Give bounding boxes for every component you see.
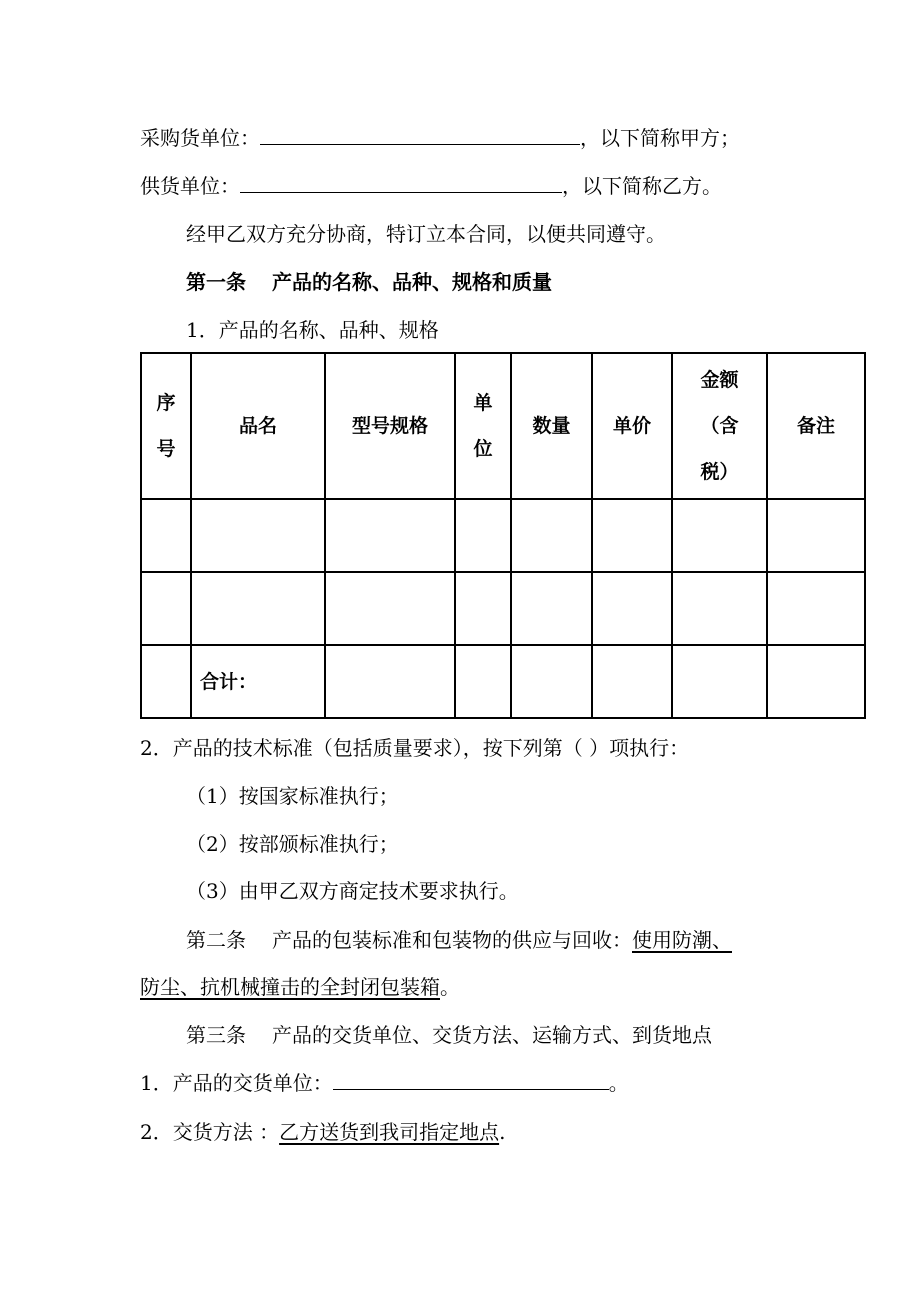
supplier-line xyxy=(140,172,722,200)
cell[interactable] xyxy=(325,645,455,718)
article1-item1: 1．产品的名称、品种、规格 xyxy=(186,318,439,342)
article3-title xyxy=(186,1021,712,1049)
article1-title xyxy=(186,268,552,296)
article3-item1 xyxy=(140,1069,629,1097)
article2-text: 产品的包装标准和包装物的供应与回收： xyxy=(272,928,632,952)
cell[interactable] xyxy=(672,645,767,718)
header-name: 品名 xyxy=(191,353,325,499)
article2-end: 。 xyxy=(440,975,460,999)
cell[interactable] xyxy=(592,572,672,645)
article1-item2: 2．产品的技术标准（包括质量要求），按下列第（ ）项执行： xyxy=(140,736,690,760)
option-1: （1）按国家标准执行； xyxy=(186,784,399,808)
article2-underlined-2: 防尘、抗机械撞击的全封闭包装箱 xyxy=(140,975,440,999)
table-header-row xyxy=(141,353,865,499)
article2-line2 xyxy=(140,973,460,1001)
article3-num: 第三条 xyxy=(186,1023,246,1047)
supplier-suffix: ，以下简称乙方。 xyxy=(562,174,722,198)
article3-item2-end: . xyxy=(499,1120,506,1144)
cell[interactable] xyxy=(141,499,191,572)
cell[interactable] xyxy=(672,572,767,645)
cell[interactable] xyxy=(511,499,592,572)
cell[interactable] xyxy=(511,645,592,718)
article3-item1-end: 。 xyxy=(608,1071,629,1095)
cell[interactable] xyxy=(455,572,511,645)
cell[interactable] xyxy=(325,572,455,645)
supplier-label: 供货单位： xyxy=(140,174,240,198)
cell[interactable] xyxy=(767,499,865,572)
product-table xyxy=(140,352,866,719)
table-row xyxy=(141,572,865,645)
header-seq: 序号 xyxy=(141,353,191,499)
header-model: 型号规格 xyxy=(325,353,455,499)
header-amount: 金额 （含 税） xyxy=(672,353,767,499)
article3-title-text: 产品的交货单位、交货方法、运输方式、到货地点 xyxy=(272,1023,712,1047)
cell[interactable] xyxy=(511,572,592,645)
buyer-blank[interactable] xyxy=(260,124,580,145)
option-2: （2）按部颁标准执行； xyxy=(186,832,399,856)
cell[interactable] xyxy=(592,499,672,572)
header-unit: 单位 xyxy=(455,353,511,499)
cell[interactable] xyxy=(325,499,455,572)
cell[interactable] xyxy=(767,572,865,645)
intro-text: 经甲乙双方充分协商，特订立本合同，以便共同遵守。 xyxy=(186,222,666,246)
delivery-unit-blank[interactable] xyxy=(333,1069,609,1090)
article3-item2-value: 乙方送货到我司指定地点 xyxy=(279,1120,500,1144)
article2-line1 xyxy=(186,926,732,954)
option-3: （3）由甲乙双方商定技术要求执行。 xyxy=(186,879,519,903)
buyer-line xyxy=(140,124,740,152)
article3-item2-label: 2．交货方法 ： xyxy=(140,1120,280,1144)
article3-item2 xyxy=(140,1118,505,1146)
cell[interactable] xyxy=(191,499,325,572)
buyer-label: 采购货单位： xyxy=(140,126,260,150)
supplier-blank[interactable] xyxy=(240,172,562,193)
header-remark: 备注 xyxy=(767,353,865,499)
cell[interactable] xyxy=(455,499,511,572)
article1-num: 第一条 xyxy=(186,270,246,294)
total-label: 合计： xyxy=(191,645,325,718)
buyer-suffix: ，以下简称甲方； xyxy=(580,126,740,150)
cell[interactable] xyxy=(672,499,767,572)
article3-item1-label: 1．产品的交货单位： xyxy=(140,1071,333,1095)
article2-underlined-1: 使用防潮、 xyxy=(632,928,732,952)
cell[interactable] xyxy=(141,572,191,645)
cell[interactable] xyxy=(191,572,325,645)
cell[interactable] xyxy=(767,645,865,718)
table-total-row xyxy=(141,645,865,718)
cell[interactable] xyxy=(455,645,511,718)
header-price: 单价 xyxy=(592,353,672,499)
cell[interactable] xyxy=(141,645,191,718)
article2-num: 第二条 xyxy=(186,928,246,952)
cell[interactable] xyxy=(592,645,672,718)
header-qty: 数量 xyxy=(511,353,592,499)
article1-title-text: 产品的名称、品种、规格和质量 xyxy=(272,270,552,294)
table-row xyxy=(141,499,865,572)
